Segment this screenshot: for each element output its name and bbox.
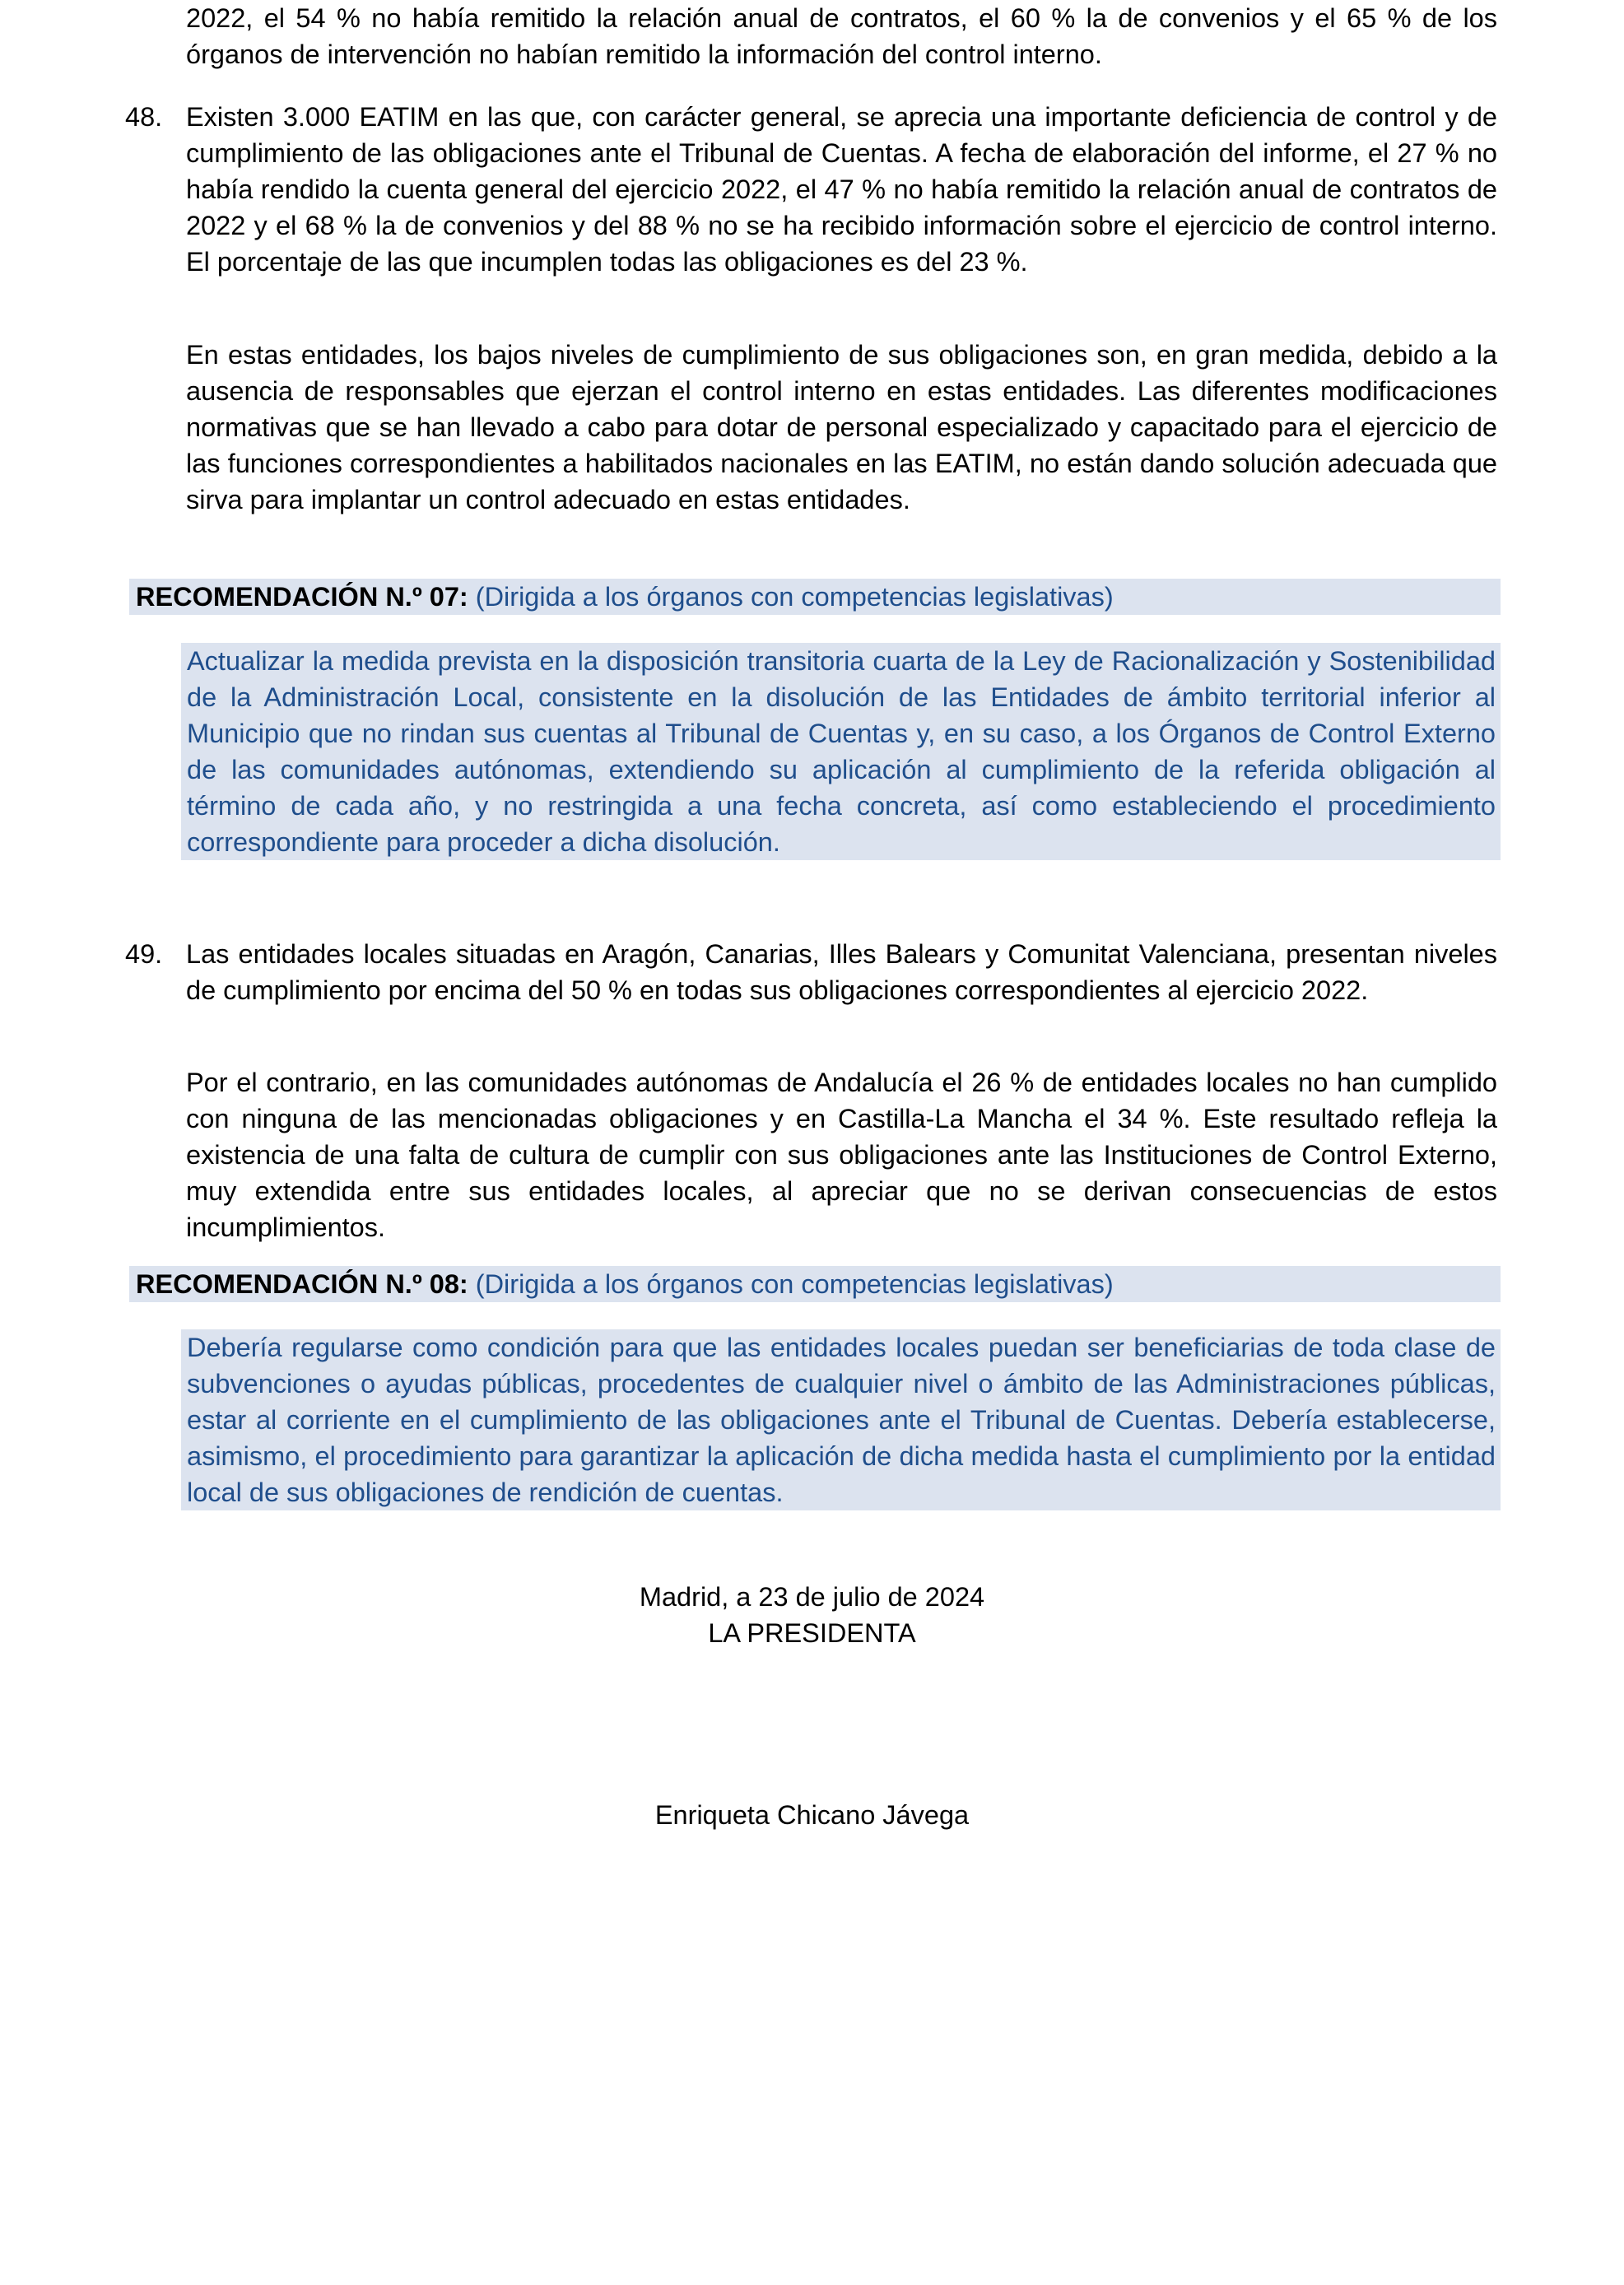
paragraph-49-followup: Por el contrario, en las comunidades autónomas de Andalucía el 26 % de entidades locales no han cumplido con ninguna de las mencionadas obligaciones y en Castilla-La Mancha el 34 %. Este resultado refleja la existencia de una falta de cultura de cumplir con sus obligaciones ante las Instituciones de Control Externo, muy extendida entre sus entidades locales, al apreciar que no se derivan consecuencias de estos incumplimientos. [186,1068,1497,1242]
paragraph-number-49: 49. [125,939,163,969]
recommendation-08-target: (Dirigida a los órganos con competencias legislativas) [475,1269,1114,1299]
recommendation-07-text: Actualizar la medida prevista en la disposición transitoria cuarta de la Ley de Racionalización y Sostenibilidad de la Administración Local, consistente en la disolución de las Entidades de ámbito territorial inferior al Municipio que no rindan sus cuentas al Tribunal de Cuentas y, en su caso, a los Órganos de Control Externo de las comunidades autónomas, extendiendo su aplicación al cumplimiento de la referida obligación al término de cada año, y no restringida a una fecha concreta, así como estableciendo el procedimiento correspondiente para proceder a dicha disolución. [181,643,1501,860]
recommendation-07-header [129,579,1501,615]
paragraph-number-48: 48. [125,102,163,132]
recommendation-08-text: Debería regularse como condición para que las entidades locales puedan ser beneficiarias de toda clase de subvenciones o ayudas públicas, procedentes de cualquier nivel o ámbito de las Administraciones públicas, estar al corriente en el cumplimiento de las obligaciones ante el Tribunal de Cuentas. Debería establecerse, asimismo, el procedimiento para garantizar la aplicación de dicha medida hasta el cumplimiento por la entidad local de sus obligaciones de rendición de cuentas. [181,1329,1501,1510]
paragraph-48: Existen 3.000 EATIM en las que, con carácter general, se aprecia una importante deficiencia de control y de cumplimiento de las obligaciones ante el Tribunal de Cuentas. A fecha de elaboración del informe, el 27 % no había rendido la cuenta general del ejercicio 2022, el 47 % no había remitido la relación anual de contratos de 2022 y el 68 % la de convenios y del 88 % no se ha recibido información sobre el ejercicio de control interno. El porcentaje de las que incumplen todas las obligaciones es del 23 %. [186,102,1497,277]
recommendation-07-target: (Dirigida a los órganos con competencias legislativas) [475,582,1114,612]
recommendation-07-label: RECOMENDACIÓN N.º 07: [136,582,468,612]
paragraph-49: Las entidades locales situadas en Aragón, Canarias, Illes Balears y Comunitat Valenciana, presentan niveles de cumplimiento por encima del 50 % en todas sus obligaciones correspondientes al ejercicio 2022. [186,939,1497,1005]
recommendation-08-label: RECOMENDACIÓN N.º 08: [136,1269,468,1299]
signature-role: LA PRESIDENTA [708,1618,916,1648]
signature-place-date: Madrid, a 23 de julio de 2024 [639,1582,985,1612]
continuation-paragraph: 2022, el 54 % no había remitido la relación anual de contratos, el 60 % la de convenios y el 65 % de los órganos de intervención no habían remitido la información del control interno. [186,3,1497,69]
paragraph-48-followup: En estas entidades, los bajos niveles de cumplimiento de sus obligaciones son, en gran medida, debido a la ausencia de responsables que ejerzan el control interno en estas entidades. Las diferentes modificaciones normativas que se han llevado a cabo para dotar de personal especializado y capacitado para el ejercicio de las funciones correspondientes a habilitados nacionales en las EATIM, no están dando solución adecuada que sirva para implantar un control adecuado en estas entidades. [186,340,1497,514]
recommendation-08-header [129,1266,1501,1302]
signature-name: Enriqueta Chicano Jávega [654,1800,970,1830]
